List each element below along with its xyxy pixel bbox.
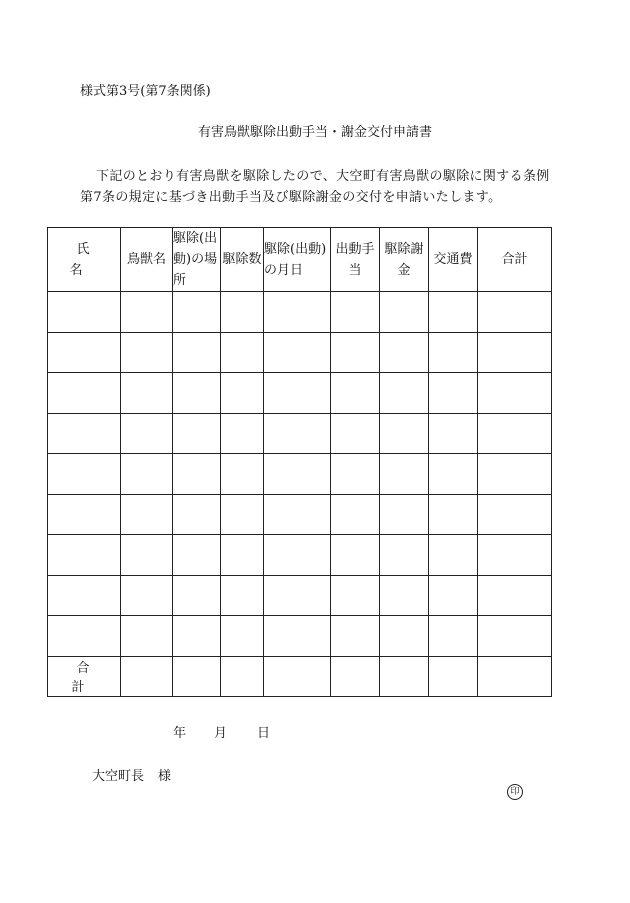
addressee xyxy=(92,765,171,784)
table-cell[interactable] xyxy=(264,332,331,373)
table-row xyxy=(48,454,552,495)
table-cell[interactable] xyxy=(331,494,380,535)
table-cell[interactable] xyxy=(264,373,331,414)
table-cell[interactable] xyxy=(48,413,121,454)
date-year: 年 xyxy=(173,726,187,741)
table-cell[interactable] xyxy=(221,373,264,414)
table-cell[interactable] xyxy=(429,535,478,576)
header-cell xyxy=(264,228,331,292)
table-header-row xyxy=(48,228,552,292)
table-cell[interactable] xyxy=(173,494,221,535)
table-cell[interactable] xyxy=(264,494,331,535)
table-cell[interactable] xyxy=(48,494,121,535)
header-cell xyxy=(429,228,478,292)
table-cell[interactable] xyxy=(478,616,552,657)
application-table xyxy=(47,227,552,697)
table-cell[interactable] xyxy=(221,575,264,616)
table-cell[interactable] xyxy=(429,292,478,333)
table-cell[interactable] xyxy=(331,332,380,373)
table-cell[interactable] xyxy=(429,454,478,495)
header-cell xyxy=(173,228,221,292)
total-cell[interactable] xyxy=(173,656,221,697)
table-cell[interactable] xyxy=(478,373,552,414)
total-cell[interactable] xyxy=(264,656,331,697)
header-cell xyxy=(331,228,380,292)
table-cell[interactable] xyxy=(331,535,380,576)
table-cell[interactable] xyxy=(380,292,429,333)
table-cell[interactable] xyxy=(429,373,478,414)
header-cell xyxy=(380,228,429,292)
total-cell[interactable] xyxy=(121,656,173,697)
table-cell[interactable] xyxy=(478,413,552,454)
table-cell[interactable] xyxy=(48,454,121,495)
table-row xyxy=(48,616,552,657)
table-cell[interactable] xyxy=(264,454,331,495)
table-cell[interactable] xyxy=(48,616,121,657)
header-total: 合計 xyxy=(501,252,528,267)
table-cell[interactable] xyxy=(221,494,264,535)
table-cell[interactable] xyxy=(380,575,429,616)
table-cell[interactable] xyxy=(221,413,264,454)
table-cell[interactable] xyxy=(48,292,121,333)
table-cell[interactable] xyxy=(478,332,552,373)
table-cell[interactable] xyxy=(264,413,331,454)
table-cell[interactable] xyxy=(380,332,429,373)
table-cell[interactable] xyxy=(331,616,380,657)
table-cell[interactable] xyxy=(429,413,478,454)
total-cell[interactable] xyxy=(429,656,478,697)
table-row xyxy=(48,373,552,414)
header-reward: 駆除謝金 xyxy=(384,241,424,278)
table-cell[interactable] xyxy=(331,413,380,454)
table-cell[interactable] xyxy=(121,373,173,414)
table-cell[interactable] xyxy=(48,373,121,414)
date-day: 日 xyxy=(257,726,271,741)
header-cell xyxy=(121,228,173,292)
table-cell[interactable] xyxy=(429,575,478,616)
table-row xyxy=(48,332,552,373)
table-row xyxy=(48,535,552,576)
table-cell[interactable] xyxy=(264,616,331,657)
table-row xyxy=(48,413,552,454)
header-animal-name: 鳥獣名 xyxy=(126,252,166,267)
table-cell[interactable] xyxy=(121,616,173,657)
table-cell[interactable] xyxy=(121,535,173,576)
addressee-honorific: 様 xyxy=(158,769,172,784)
table-row xyxy=(48,292,552,333)
table-cell[interactable] xyxy=(173,575,221,616)
table-cell[interactable] xyxy=(478,494,552,535)
document-title: 有害鳥獣駆除出動手当・謝金交付申請書 xyxy=(197,125,432,140)
table-cell[interactable] xyxy=(221,292,264,333)
table-cell[interactable] xyxy=(121,413,173,454)
table-cell[interactable] xyxy=(221,332,264,373)
header-count: 駆除数 xyxy=(222,252,262,267)
header-transport: 交通費 xyxy=(433,252,473,267)
table-cell[interactable] xyxy=(221,454,264,495)
table-cell[interactable] xyxy=(380,535,429,576)
total-label-cell xyxy=(48,656,127,697)
table-cell[interactable] xyxy=(48,332,121,373)
form-number: 様式第3号(第7条関係) xyxy=(80,84,211,99)
table-cell[interactable] xyxy=(173,535,221,576)
table-cell[interactable] xyxy=(331,454,380,495)
table-cell[interactable] xyxy=(429,616,478,657)
seal-mark: 印 xyxy=(507,784,523,800)
header-cell xyxy=(478,228,552,292)
table-cell[interactable] xyxy=(264,575,331,616)
table-cell[interactable] xyxy=(173,373,221,414)
total-cell[interactable] xyxy=(221,656,264,697)
table-cell[interactable] xyxy=(380,616,429,657)
table-cell[interactable] xyxy=(429,332,478,373)
table-cell[interactable] xyxy=(121,454,173,495)
table-cell[interactable] xyxy=(264,535,331,576)
table-cell[interactable] xyxy=(48,535,121,576)
header-cell xyxy=(48,228,135,292)
table-cell[interactable] xyxy=(121,494,173,535)
table-cell[interactable] xyxy=(429,494,478,535)
table-cell[interactable] xyxy=(331,373,380,414)
table-cell[interactable] xyxy=(221,535,264,576)
table-cell[interactable] xyxy=(380,373,429,414)
table-cell[interactable] xyxy=(121,575,173,616)
table-cell[interactable] xyxy=(380,413,429,454)
table-cell[interactable] xyxy=(173,292,221,333)
table-cell[interactable] xyxy=(331,292,380,333)
total-cell[interactable] xyxy=(331,656,380,697)
table-cell[interactable] xyxy=(380,494,429,535)
table-cell[interactable] xyxy=(173,413,221,454)
header-name: 氏 名 xyxy=(69,241,135,278)
table-cell[interactable] xyxy=(380,454,429,495)
table-row xyxy=(48,494,552,535)
table-cell[interactable] xyxy=(173,616,221,657)
date-line xyxy=(173,722,270,741)
table-cell[interactable] xyxy=(221,616,264,657)
table-cell[interactable] xyxy=(121,292,173,333)
table-cell[interactable] xyxy=(48,575,121,616)
addressee-name: 大空町長 xyxy=(92,769,145,784)
header-location: 駆除(出動)の場所 xyxy=(173,231,218,288)
table-cell[interactable] xyxy=(173,332,221,373)
table-cell[interactable] xyxy=(478,575,552,616)
body-text-line-1: 下記のとおり有害鳥獣を駆除したので、大空町有害鳥獣の駆除に関する条例 xyxy=(96,169,550,184)
header-cell xyxy=(221,228,264,292)
table-cell[interactable] xyxy=(121,332,173,373)
table-cell[interactable] xyxy=(478,535,552,576)
total-label: 合 計 xyxy=(71,661,127,696)
table-body xyxy=(48,292,552,697)
body-text-line-2: 第7条の規定に基づき出動手当及び駆除謝金の交付を申請いたします。 xyxy=(80,190,502,205)
table-cell[interactable] xyxy=(264,292,331,333)
table-cell[interactable] xyxy=(478,454,552,495)
table-cell[interactable] xyxy=(173,454,221,495)
table-cell[interactable] xyxy=(331,575,380,616)
total-row xyxy=(48,656,552,697)
total-cell[interactable] xyxy=(380,656,429,697)
table-row xyxy=(48,575,552,616)
date-month: 月 xyxy=(214,726,228,741)
header-allowance: 出動手当 xyxy=(335,241,375,278)
table-cell[interactable] xyxy=(478,292,552,333)
header-date: 駆除(出動)の月日 xyxy=(264,241,327,278)
total-cell[interactable] xyxy=(478,656,552,697)
